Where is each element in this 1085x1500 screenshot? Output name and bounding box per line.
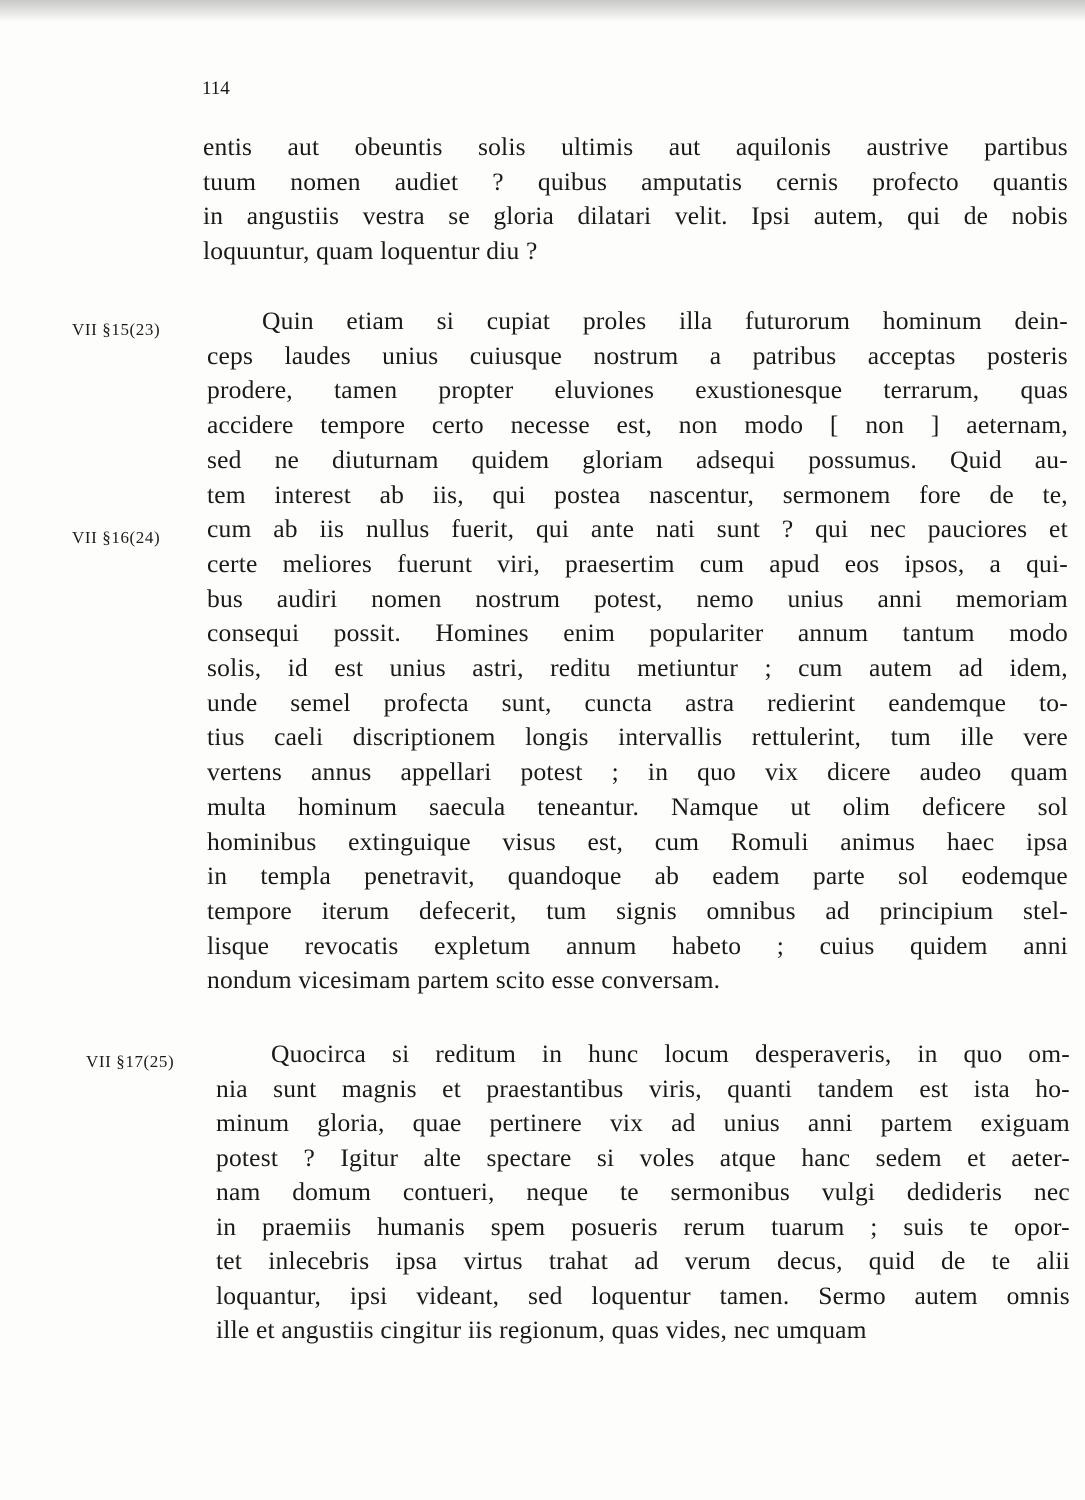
- text-line: tempore iterum defecerit, tum signis omnibus ad principium stel-: [207, 895, 1068, 925]
- text-line: consequi possit. Homines enim populariter annum tantum modo: [207, 618, 1068, 648]
- text-line: tem interest ab iis, qui postea nascentur, sermonem fore de te,: [207, 479, 1068, 509]
- text-line: sed ne diuturnam quidem gloriam adsequi possumus. Quid au-: [207, 444, 1068, 474]
- text-line: in templa penetravit, quandoque ab eadem parte sol eodemque: [207, 861, 1068, 891]
- text-line: nia sunt magnis et praestantibus viris, quanti tandem est ista ho-: [216, 1073, 1070, 1103]
- text-line: ceps laudes unius cuiusque nostrum a patribus acceptas posteris: [207, 340, 1068, 370]
- text-line: hominibus extinguique visus est, cum Romuli animus haec ipsa: [207, 826, 1068, 856]
- text-line: vertens annus appellari potest ; in quo vix dicere audeo quam: [207, 757, 1068, 787]
- text-line: nam domum contueri, neque te sermonibus vulgi dedideris nec: [216, 1177, 1070, 1206]
- marginal-reference: VII §16(24): [72, 528, 161, 548]
- text-line: minum gloria, quae pertinere vix ad unius anni partem exiguam: [216, 1108, 1070, 1137]
- text-line: Quin etiam si cupiat proles illa futurorum hominum dein-: [262, 306, 1068, 335]
- text-line: nondum vicesimam partem scito esse conversam.: [207, 965, 721, 995]
- text-line: potest ? Igitur alte spectare si voles atque hanc sedem et aeter-: [216, 1142, 1070, 1172]
- text-line: lisque revocatis expletum annum habeto ; cuius quidem anni: [207, 930, 1068, 960]
- text-line: tuum nomen audiet ? quibus amputatis cernis profecto quantis: [203, 166, 1068, 196]
- text-line: in angustiis vestra se gloria dilatari velit. Ipsi autem, qui de nobis: [203, 201, 1068, 230]
- text-line: tet inlecebris ipsa virtus trahat ad verum decus, quid de te alii: [216, 1246, 1070, 1275]
- marginal-reference: VII §15(23): [72, 320, 161, 339]
- marginal-reference: VII §17(25): [86, 1052, 175, 1071]
- text-line: loquuntur, quam loquentur diu ?: [203, 235, 538, 265]
- text-line: Quocirca si reditum in hunc locum desperaveris, in quo om-: [271, 1039, 1070, 1068]
- text-line: accidere tempore certo necesse est, non modo [ non ] aeternam,: [207, 410, 1068, 440]
- text-line: multa hominum saecula teneantur. Namque ut olim deficere sol: [207, 791, 1068, 821]
- text-line: in praemiis humanis spem posueris rerum tuarum ; suis te opor-: [216, 1211, 1070, 1241]
- text-line: loquantur, ipsi videant, sed loquentur tamen. Sermo autem omnis: [216, 1280, 1070, 1310]
- text-line: prodere, tamen propter eluviones exustionesque terrarum, quas: [207, 375, 1068, 405]
- text-line: certe meliores fuerunt viri, praesertim cum apud eos ipsos, a qui-: [207, 548, 1068, 578]
- text-line: cum ab iis nullus fuerit, qui ante nati sunt ? qui nec pauciores et: [207, 514, 1068, 544]
- page-edge-shadow: [0, 0, 1085, 22]
- text-line: entis aut obeuntis solis ultimis aut aquilonis austrive partibus: [203, 132, 1068, 161]
- text-line: bus audiri nomen nostrum potest, nemo unius anni memoriam: [207, 583, 1068, 613]
- text-line: ille et angustiis cingitur iis regionum, quas vides, nec umquam: [216, 1315, 867, 1344]
- text-line: unde semel profecta sunt, cuncta astra redierint eandemque to-: [207, 687, 1068, 717]
- page-number: 114: [202, 78, 230, 99]
- text-line: solis, id est unius astri, reditu metiuntur ; cum autem ad idem,: [207, 653, 1068, 682]
- text-line: tius caeli discriptionem longis intervallis rettulerint, tum ille vere: [207, 722, 1068, 752]
